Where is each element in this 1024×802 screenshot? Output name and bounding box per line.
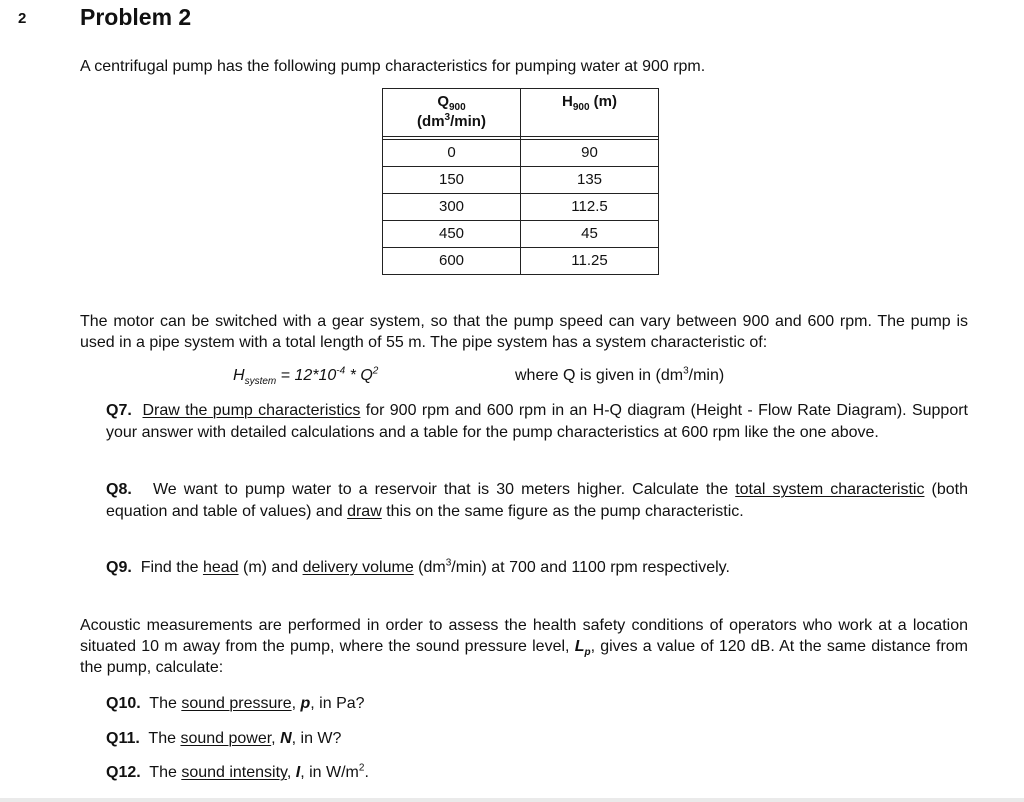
table-row: [383, 167, 659, 194]
cell-head: 135: [521, 167, 659, 194]
question-label: Q9.: [106, 559, 132, 576]
question-q10: Q10. The sound pressure, p, in Pa?: [106, 695, 365, 712]
formula-units-note: where Q is given in $(dm^3/\min)$: [515, 365, 725, 384]
motor-description: The motor can be switched with a gear system, so that the pump speed can vary between 900 and 600 rpm. The pump is used in a pipe system with a total length of 55 m. The pipe system has a system characteristic of:: [80, 313, 968, 351]
question-label: Q11.: [106, 730, 140, 747]
acoustic-description: Acoustic measurements are performed in order to assess the health safety conditions of operators who work at a location situated 10 m away from the pump, where the sound pressure level, $L_p$, gives a value of 120 dB. At the same distance from the pump, calculate:: [80, 617, 969, 676]
cell-head: 90: [521, 140, 659, 167]
cell-head: 45: [521, 221, 659, 248]
header-flow-rate: $Q_{900}$ $(dm^3/\min)$: [383, 89, 521, 137]
cell-flow: 0: [383, 140, 521, 167]
cell-flow: 450: [383, 221, 521, 248]
cell-flow: 300: [383, 194, 521, 221]
page-bottom-edge: [0, 798, 1024, 802]
table-row: [383, 194, 659, 221]
question-q7: Q7. Draw the pump characteristics for 900 rpm and 600 rpm in an H-Q diagram (Height - Flow Rate Diagram). Support your answer with detailed calculations and a table for the pump characteristics at 600 rpm like the one above.: [106, 402, 969, 441]
question-label: Q12.: [106, 764, 141, 781]
table-header-row: [383, 89, 659, 137]
question-q9: Q9. Find the head (m) and delivery volume $(dm^3/\min)$ at 700 and 1100 rpm respectively.: [106, 557, 730, 576]
header-head: $H_{900}$ (m): [521, 89, 659, 137]
question-label: Q7.: [106, 402, 132, 419]
question-q12: Q12. The sound intensity, I, in $W/m^2$.: [106, 762, 369, 781]
question-label: Q10.: [106, 695, 141, 712]
cell-head: 11.25: [521, 248, 659, 275]
table-row: [383, 248, 659, 275]
system-characteristic-formula: $H_{system} = 12*10^{-4} * Q^2$: [233, 365, 379, 388]
cell-head: 112.5: [521, 194, 659, 221]
problem-title: Problem 2: [80, 4, 192, 30]
pump-characteristics-table: [382, 88, 659, 275]
intro-text: A centrifugal pump has the following pump characteristics for pumping water at 900 rpm.: [80, 58, 706, 75]
table-row: [383, 140, 659, 167]
page-number: 2: [18, 10, 27, 27]
question-label: Q8.: [106, 481, 132, 498]
cell-flow: 600: [383, 248, 521, 275]
question-q8: Q8. We want to pump water to a reservoir that is 30 meters higher. Calculate the total system characteristic (both equation and table of values) and draw this on the same figure as the pump characteristic.: [106, 481, 968, 520]
question-q11: Q11. The sound power, N, in W?: [106, 730, 342, 747]
table-row: [383, 221, 659, 248]
cell-flow: 150: [383, 167, 521, 194]
